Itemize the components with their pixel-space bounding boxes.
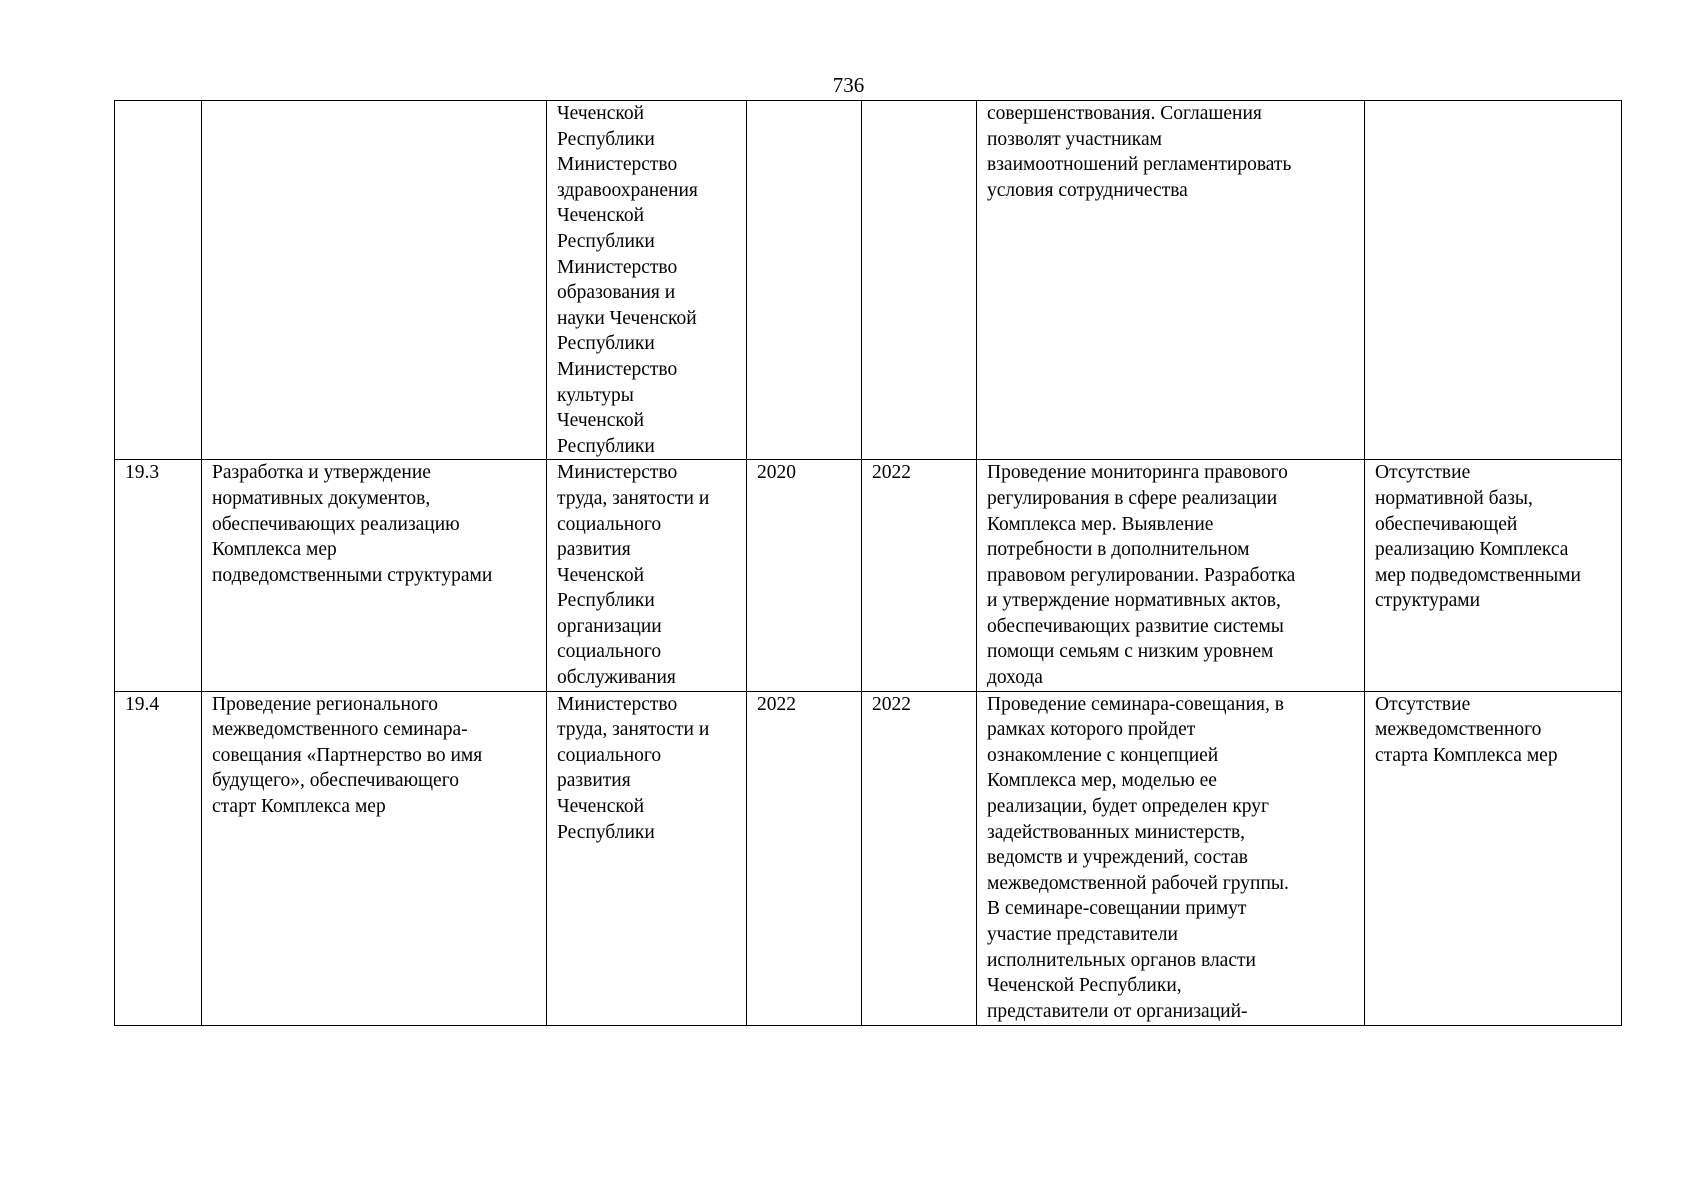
cell-text-line: межведомственного <box>1375 719 1542 741</box>
cell-text-line: и утверждение нормативных актов, <box>987 590 1281 612</box>
cell-text-line: 2022 <box>872 462 911 484</box>
cell-text-line: рамках которого пройдет <box>987 719 1196 741</box>
table-body <box>115 101 1622 1026</box>
end-year-cell <box>862 101 977 460</box>
cell-text-line: задействованных министерств, <box>987 821 1246 843</box>
item-number-cell <box>115 101 202 460</box>
cell-text-line: 2022 <box>757 693 796 715</box>
cell-text-line: подведомственными структурами <box>212 564 493 586</box>
table-row <box>115 460 1622 691</box>
start-year-cell <box>747 101 862 460</box>
cell-text-line: исполнительных органов власти <box>987 949 1256 971</box>
cell-text-line: В семинаре-совещании примут <box>987 898 1247 920</box>
cell-text-line: социального <box>557 641 662 663</box>
cell-text-line: Чеченской <box>557 564 645 586</box>
cell-text-line: обслуживания <box>557 667 676 689</box>
cell-text-line: совершенствования. Соглашения <box>987 103 1262 124</box>
risk-cell <box>1365 460 1622 691</box>
cell-text-line: межведомственной рабочей группы. <box>987 872 1289 894</box>
cell-text-line: Чеченской <box>557 205 645 227</box>
responsible-cell <box>547 691 747 1025</box>
cell-text-line: условия сотрудничества <box>987 179 1188 201</box>
cell-text-line: социального <box>557 513 662 535</box>
item-number-cell <box>115 691 202 1025</box>
cell-text-line: ознакомление с концепцией <box>987 744 1219 766</box>
cell-text-line: развития <box>557 539 631 561</box>
cell-text-line: Чеченской <box>557 410 645 432</box>
cell-text-line: труда, занятости и <box>557 719 710 741</box>
cell-text-line: обеспечивающих реализацию <box>212 513 460 535</box>
cell-text-line: совещания «Партнерство во имя <box>212 744 483 766</box>
cell-text-line: образования и <box>557 282 676 304</box>
cell-text-line: Разработка и утверждение <box>212 462 431 484</box>
cell-text-line: дохода <box>987 667 1043 689</box>
page-number: 736 <box>832 73 865 97</box>
cell-text-line: реализации, будет определен круг <box>987 796 1270 818</box>
cell-text-line: 19.4 <box>125 693 160 715</box>
cell-text-line: мер подведомственными <box>1375 564 1581 586</box>
cell-text-line: Республики <box>557 128 655 150</box>
cell-text-line: Проведение регионального <box>212 693 438 715</box>
cell-text-line: Республики <box>557 333 655 355</box>
item-number-cell <box>115 460 202 691</box>
cell-text-line: помощи семьям с низким уровнем <box>987 641 1274 663</box>
cell-text-line: Комплекса мер, моделью ее <box>987 770 1217 792</box>
cell-text-line: Республики <box>557 821 655 843</box>
end-year-cell <box>862 460 977 691</box>
cell-text-line: развития <box>557 770 631 792</box>
cell-text-line: организации <box>557 615 662 637</box>
cell-text-line: Республики <box>557 590 655 612</box>
start-year-cell <box>747 691 862 1025</box>
cell-text-line: Чеченской Республики, <box>987 975 1182 997</box>
cell-text-line: Министерство <box>557 256 678 278</box>
table-row <box>115 101 1622 460</box>
start-year-cell <box>747 460 862 691</box>
cell-text-line: науки Чеченской <box>557 307 697 329</box>
cell-text-line: нормативной базы, <box>1375 487 1533 509</box>
activity-cell <box>202 691 547 1025</box>
cell-text-line: участие представители <box>987 924 1178 945</box>
expected-result-cell <box>977 691 1365 1025</box>
cell-text-line: Министерство <box>557 154 678 176</box>
cell-text-line: Проведение семинара-совещания, в <box>987 693 1284 715</box>
cell-text-line: старт Комплекса мер <box>212 796 386 818</box>
risk-cell <box>1365 101 1622 460</box>
responsible-cell <box>547 101 747 460</box>
cell-text-line: Министерство <box>557 693 678 715</box>
cell-text-line: культуры <box>557 384 634 406</box>
cell-text-line: нормативных документов, <box>212 487 431 509</box>
cell-text-line: Отсутствие <box>1375 462 1471 484</box>
activity-cell <box>202 460 547 691</box>
cell-text-line: Чеченской <box>557 103 645 124</box>
cell-text-line: обеспечивающих развитие системы <box>987 615 1284 637</box>
measures-table <box>114 100 1622 1026</box>
cell-text-line: социального <box>557 744 662 766</box>
cell-text-line: правовом регулировании. Разработка <box>987 564 1296 586</box>
cell-text-line: потребности в дополнительном <box>987 539 1250 561</box>
cell-text-line: Министерство <box>557 462 678 484</box>
expected-result-cell <box>977 101 1365 460</box>
cell-text-line: Проведение мониторинга правового <box>987 462 1288 484</box>
cell-text-line: Республики <box>557 435 655 457</box>
cell-text-line: 19.3 <box>125 462 160 484</box>
cell-text-line: Комплекса мер <box>212 539 337 561</box>
cell-text-line: здравоохранения <box>557 179 698 201</box>
cell-text-line: регулирования в сфере реализации <box>987 487 1278 509</box>
cell-text-line: Министерство <box>557 358 678 380</box>
cell-text-line: представители от организаций- <box>987 1000 1248 1022</box>
cell-text-line: Республики <box>557 230 655 252</box>
cell-text-line: Комплекса мер. Выявление <box>987 513 1214 535</box>
cell-text-line: Отсутствие <box>1375 693 1471 715</box>
risk-cell <box>1365 691 1622 1025</box>
activity-cell <box>202 101 547 460</box>
cell-text-line: позволят участникам <box>987 128 1162 150</box>
cell-text-line: 2022 <box>872 693 911 715</box>
table-row <box>115 691 1622 1025</box>
expected-result-cell <box>977 460 1365 691</box>
cell-text-line: Чеченской <box>557 796 645 818</box>
cell-text-line: 2020 <box>757 462 796 484</box>
cell-text-line: старта Комплекса мер <box>1375 744 1558 766</box>
cell-text-line: будущего», обеспечивающего <box>212 770 459 792</box>
cell-text-line: взаимоотношений регламентировать <box>987 154 1292 176</box>
cell-text-line: труда, занятости и <box>557 487 710 509</box>
cell-text-line: межведомственного семинара- <box>212 719 468 741</box>
cell-text-line: структурами <box>1375 590 1481 612</box>
responsible-cell <box>547 460 747 691</box>
end-year-cell <box>862 691 977 1025</box>
cell-text-line: реализацию Комплекса <box>1375 539 1569 561</box>
cell-text-line: ведомств и учреждений, состав <box>987 847 1248 869</box>
cell-text-line: обеспечивающей <box>1375 513 1518 535</box>
